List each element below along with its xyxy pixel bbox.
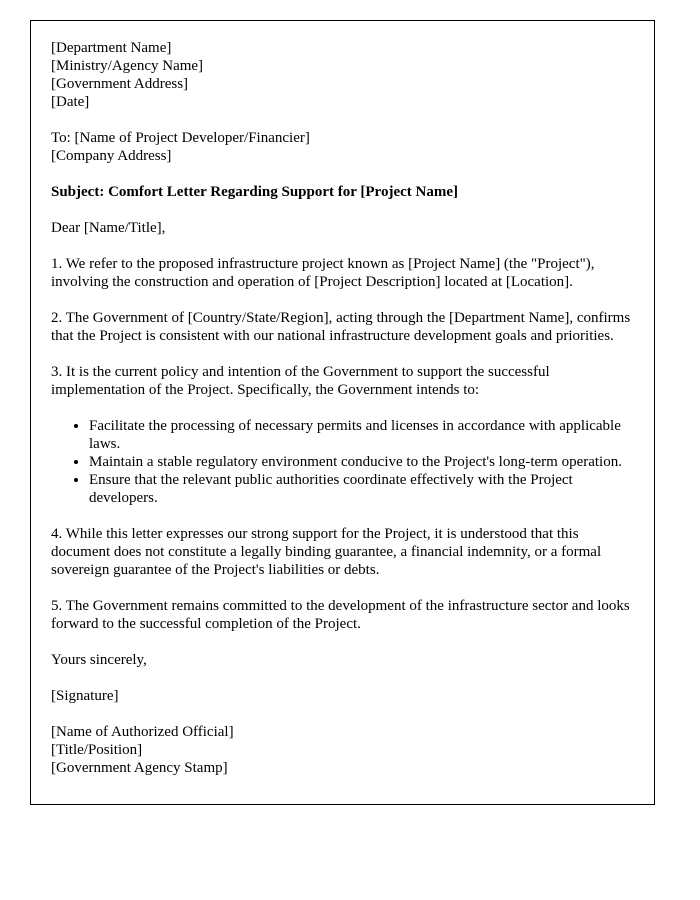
recipient-address-block [51, 129, 634, 165]
bullet-item-coordination: • Ensure that the relevant public authorities coordinate effectively with the Project developers. [89, 471, 634, 507]
footer-line-title: [Title/Position] [51, 742, 143, 758]
signature-placeholder: [Signature] [51, 688, 119, 704]
bullet-item-permits: • Facilitate the processing of necessary permits and licenses in accordance with applicable laws. [89, 417, 634, 453]
recipient-line-company: [Company Address] [51, 148, 172, 164]
comfort-letter-document [30, 20, 655, 805]
salutation: Dear [Name/Title], [51, 220, 166, 236]
sender-line-date: [Date] [51, 94, 90, 110]
paragraph-1: 1. We refer to the proposed infrastructure project known as [Project Name] (the "Project"), involving the construction and operation of [Project Description] located at [Location]. [51, 256, 595, 290]
sender-line-department: [Department Name] [51, 40, 172, 56]
recipient-line-name: To: [Name of Project Developer/Financier] [51, 130, 310, 146]
paragraph-3: 3. It is the current policy and intention of the Government to support the successful implementation of the Project. Specifically, the Government intends to: [51, 364, 550, 398]
sender-address-block [51, 39, 634, 111]
bullet-item-regulatory: • Maintain a stable regulatory environment conducive to the Project's long-term operation. [89, 453, 634, 471]
subject-line: Subject: Comfort Letter Regarding Support for [Project Name] [51, 184, 458, 200]
footer-line-official-name: [Name of Authorized Official] [51, 724, 234, 740]
paragraph-2: 2. The Government of [Country/State/Region], acting through the [Department Name], confirms that the Project is consistent with our national infrastructure development goals and priorities. [51, 310, 631, 344]
paragraph-4: 4. While this letter expresses our strong support for the Project, it is understood that this document does not constitute a legally binding guarantee, a financial indemnity, or a formal sovereign guarantee of the Project's liabilities or debts. [51, 526, 602, 578]
footer-line-stamp: [Government Agency Stamp] [51, 760, 228, 776]
commitment-bullet-list [51, 417, 634, 507]
closing-line: Yours sincerely, [51, 652, 147, 668]
signatory-block [51, 723, 634, 777]
paragraph-5: 5. The Government remains committed to the development of the infrastructure sector and looks forward to the successful completion of the Project. [51, 598, 630, 632]
sender-line-ministry: [Ministry/Agency Name] [51, 58, 204, 74]
sender-line-address: [Government Address] [51, 76, 189, 92]
